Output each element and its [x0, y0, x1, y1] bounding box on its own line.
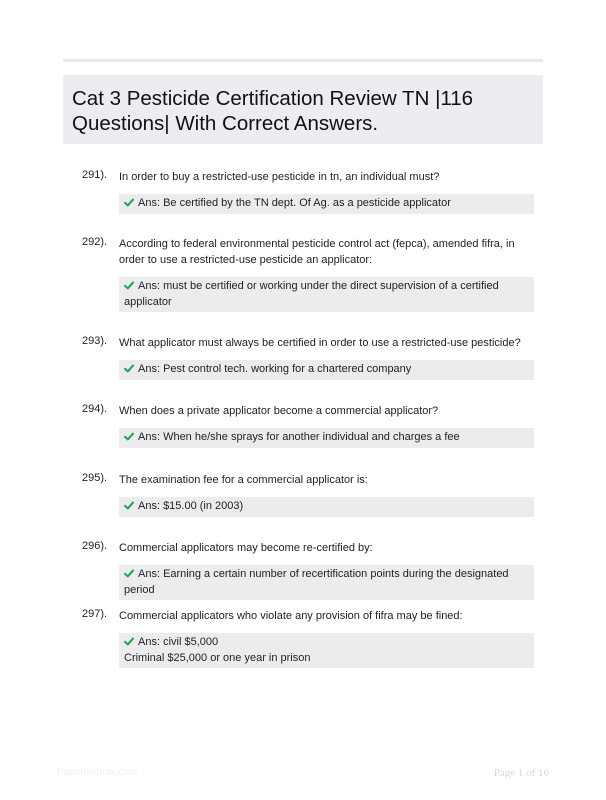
watermark: PaperNebula.com [57, 767, 138, 778]
question-number: 293). [82, 335, 108, 347]
answer-text: Ans: When he/she sprays for another individual and charges a fee [138, 431, 460, 443]
checkmark-icon [124, 364, 134, 373]
question-text: In order to buy a restricted-use pesticide in tn, an individual must? [119, 171, 440, 183]
answer-box [119, 194, 534, 214]
answer-box [119, 360, 534, 380]
page-number: Page 1 of 16 [493, 767, 549, 779]
checkmark-icon [124, 569, 134, 578]
question-text: Commercial applicators may become re-certified by: [119, 542, 373, 554]
question-number: 292). [82, 236, 108, 248]
question-text: Commercial applicators who violate any provision of fifra may be fined: [119, 610, 463, 622]
answer-text: Ans: $15.00 (in 2003) [138, 500, 244, 512]
answer-text: Ans: Pest control tech. working for a chartered company [138, 363, 412, 375]
title-banner [63, 75, 543, 144]
answer-box [119, 277, 534, 312]
question-number: 291). [82, 169, 108, 181]
answer-text-continued: Criminal $25,000 or one year in prison [124, 651, 311, 664]
question-number: 295). [82, 472, 108, 484]
answer-text: Ans: Be certified by the TN dept. Of Ag. as a pesticide applicator [138, 197, 451, 209]
answer-box [119, 497, 534, 517]
answer-box [119, 633, 534, 668]
checkmark-icon [124, 432, 134, 441]
checkmark-icon [124, 637, 134, 646]
question-text: The examination fee for a commercial applicator is: [119, 474, 368, 486]
checkmark-icon [124, 198, 134, 207]
answer-text: Ans: must be certified or working under the direct supervision of a certified applicator [124, 280, 499, 308]
checkmark-icon [124, 501, 134, 510]
answer-text: Ans: civil $5,000 [138, 636, 219, 648]
question-number: 297). [82, 608, 108, 620]
question-text: When does a private applicator become a commercial applicator? [119, 405, 439, 417]
answer-box [119, 428, 534, 448]
answer-box [119, 565, 534, 600]
document-title: Cat 3 Pesticide Certification Review TN |116 Questions| With Correct Answers. [72, 87, 474, 135]
top-divider [63, 59, 543, 62]
question-number: 294). [82, 403, 108, 415]
checkmark-icon [124, 281, 134, 290]
question-text: What applicator must always be certified in order to use a restricted-use pesticide? [119, 337, 521, 349]
question-text: According to federal environmental pesticide control act (fepca), amended fifra, in order to use a restricted-use pesticide an applicator: [119, 238, 515, 266]
question-number: 296). [82, 540, 108, 552]
answer-text: Ans: Earning a certain number of recertification points during the designated period [124, 568, 509, 596]
